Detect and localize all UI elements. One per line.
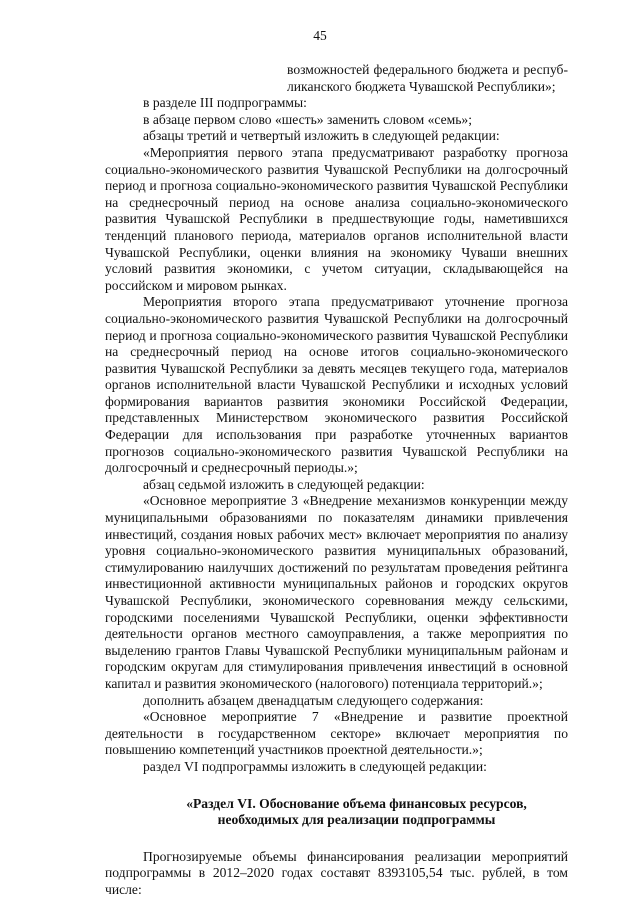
paragraph-third-fourth-abzac: абзацы третий и четвертый изложить в следующей редакции: [143,128,500,144]
quote-continuation: возможностей федерального бюджета и респуб-ликанского бюджета Чувашской Республики»; [287,62,568,94]
paragraph-section-vi: раздел VI подпрограммы изложить в следующей редакции: [143,758,487,774]
paragraph-second-stage: Мероприятия второго этапа предусматривают уточнение прогноза социально-экономического развития Чувашской Республики на долгосрочный период и прогноза социально-экономического развития Чувашской Республики на среднесрочный период на основе итогов социально-экономического развития Чувашской Республики за девять месяцев текущего года, материалов органов исполнительной власти Чувашской Республики и исходных условий формирования вариантов развития экономики Российской Федерации, представленных Министерством экономического развития Российской Федерации для использования при разработке уточненных вариантов прогнозов социально-экономического развития Чувашской Республики на долгосрочный и среднесрочный периоды.»; [105,294,568,476]
paragraph-seventh-abzac: абзац седьмой изложить в следующей редакции: [143,476,425,492]
paragraph-add-twelfth-abzac: дополнить абзацем двенадцатым следующего содержания: [143,692,484,708]
section-heading-line-1: «Раздел VI. Обоснование объема финансовых ресурсов, [186,795,527,811]
section-heading-line-2: необходимых для реализации подпрограммы [217,812,496,828]
section-heading [105,796,568,829]
document-body [105,62,568,899]
paragraph-main-activity-7: «Основное мероприятие 7 «Внедрение и развитие проектной деятельности в государственном секторе» включает мероприятия по повышению компетенций участников проектной деятельности.»; [105,709,568,758]
paragraph-main-activity-3: «Основное мероприятие 3 «Внедрение механизмов конкуренции между муниципальными образованиями по показателям динамики привлечения инвестиций, создания новых рабочих мест» включает мероприятия по анализу уровня социально-экономического развития муниципальных образований, стимулированию наилучших достижений по результатам проведения рейтинга инвестиционной активности муниципальных районов и городских округов Чувашской Республики, экономического соревнования между сельскими, городскими поселениями Чувашской Республики, оценки эффективности деятельности органов местного самоуправления, а также мероприятия по выделению грантов Главы Чувашской Республики муниципальным районам и городским округам для стимулирования привлечения инвестиций в основной капитал и развития экономического (налогового) потенциала территорий.»; [105,493,568,691]
page-number: 45 [313,28,327,43]
paragraph-first-stage: «Мероприятия первого этапа предусматривают разработку прогноза социально-экономического развития Чувашской Республики на долгосрочный период и прогноза социально-экономического развития Чувашской Республики на среднесрочный период на основе анализа социально-экономического развития Чувашской Республики в предшествующие годы, наметившихся тенденций планового периода, материалов органов исполнительной власти Чувашской Республики, оценки влияния на экономику Чуваши внешних условий развития экономики, с учетом ситуации, складывающейся на российском и мировом рынках. [105,144,568,293]
paragraph-first-abzac: в абзаце первом слово «шесть» заменить словом «семь»; [143,111,472,127]
paragraph-funding-volume: Прогнозируемые объемы финансирования реализации мероприятий подпрограммы в 2012–2020 годах составят 8393105,54 тыс. рублей, в том числе: [105,848,568,897]
paragraph-section-iii: в разделе III подпрограммы: [143,95,307,111]
